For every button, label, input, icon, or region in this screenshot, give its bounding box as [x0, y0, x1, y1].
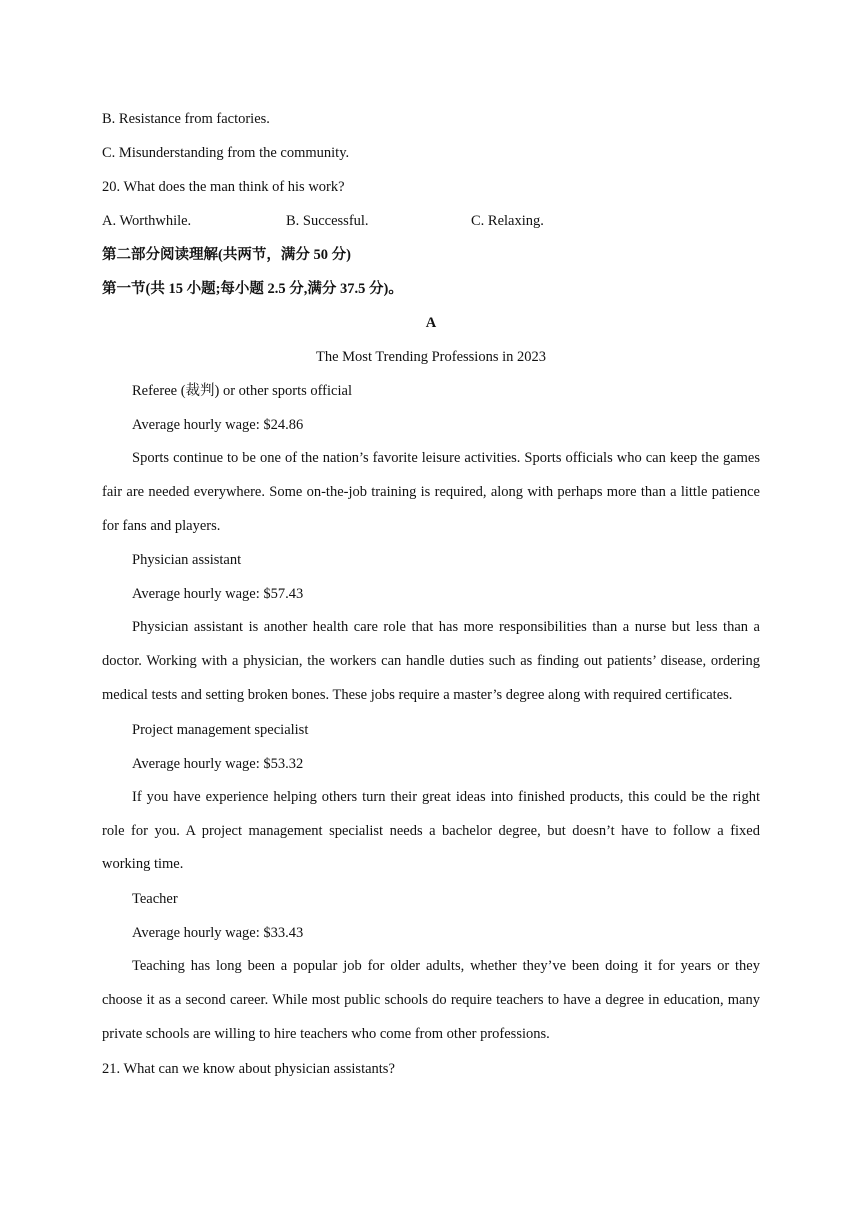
job-name: Physician assistant — [132, 552, 242, 569]
job-description: Teaching has long been a popular job for older adults, whether they’ve been doing it for years or they choose it as a second career. While most public schools do require teachers to have a degree in education, many private schools are willing to hire teachers who come from other professions. — [102, 958, 760, 1042]
job-description: Sports continue to be one of the nation’s favorite leisure activities. Sports officials who can keep the games fair are needed everywhere. Some on-the-job training is required, along with perhaps more than a little patience for fans and players. — [102, 450, 760, 534]
part2-heading: 第二部分阅读理解(共两节，满分 50 分) — [102, 247, 351, 263]
passage-letter: A — [425, 315, 437, 331]
passage-title: The Most Trending Professions in 2023 — [315, 349, 546, 365]
job-name: Teacher — [132, 891, 178, 908]
job-wage: Average hourly wage: $53.32 — [132, 755, 304, 772]
job-description: Physician assistant is another health care role that has more responsibilities than a nurse but less than a doctor. Working with a physician, the workers can handle duties such as finding out patients’ disease, ordering medical tests and setting broken bones. These jobs require a master’s degree along with required certificates. — [102, 619, 760, 703]
question-20: 20. What does the man think of his work? — [102, 179, 345, 195]
job-name: Referee (裁判) or other sports official — [132, 383, 352, 399]
job-description: If you have experience helping others turn their great ideas into finished products, this could be the right role for you. A project management specialist needs a bachelor degree, but doesn’t have to follow a fixed working time. — [102, 788, 760, 873]
option-b-q20: B. Successful. — [286, 213, 369, 229]
option-a-q20: A. Worthwhile. — [102, 213, 192, 229]
question-21: 21. What can we know about physician assistants? — [102, 1060, 395, 1077]
option-b-q19: B. Resistance from factories. — [102, 111, 270, 127]
document-page — [102, 102, 760, 1086]
job-name: Project management specialist — [132, 721, 309, 738]
job-wage: Average hourly wage: $24.86 — [132, 417, 304, 433]
job-wage: Average hourly wage: $57.43 — [132, 586, 304, 603]
option-c-q20: C. Relaxing. — [471, 213, 544, 229]
section1-heading: 第一节(共 15 小题;每小题 2.5 分,满分 37.5 分)。 — [102, 281, 403, 297]
option-c-q19: C. Misunderstanding from the community. — [102, 145, 350, 161]
job-wage: Average hourly wage: $33.43 — [132, 925, 304, 942]
question-20-options — [102, 204, 760, 238]
